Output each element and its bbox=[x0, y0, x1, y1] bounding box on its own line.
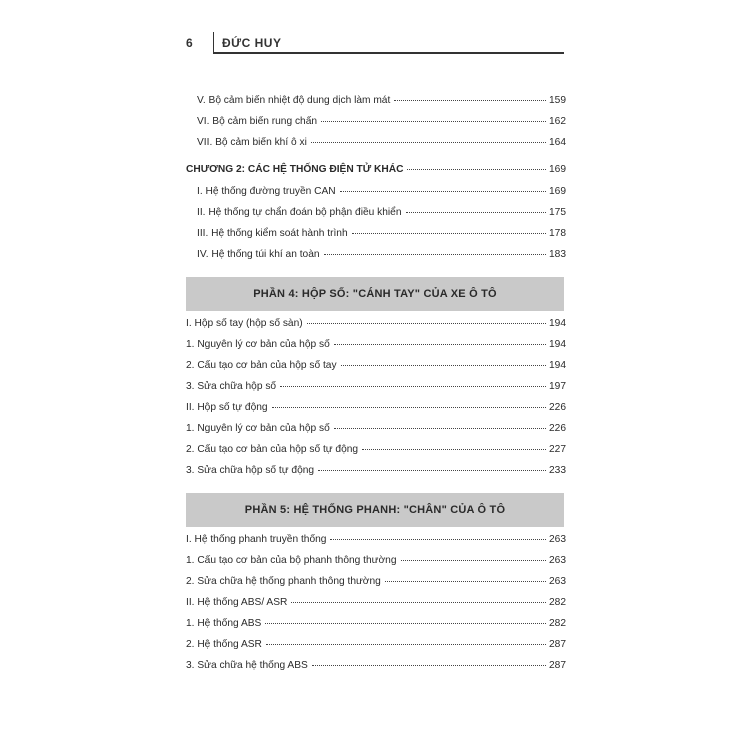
toc-entry-page: 178 bbox=[549, 228, 566, 239]
toc-entry bbox=[186, 465, 566, 483]
part-5-banner bbox=[186, 493, 564, 527]
toc-entry-label: II. Hệ thống ABS/ ASR bbox=[186, 597, 288, 608]
toc-entry-label: II. Hộp số tự động bbox=[186, 402, 268, 413]
toc-leader-dots bbox=[334, 344, 546, 345]
toc-leader-dots bbox=[362, 449, 546, 450]
toc-entry bbox=[186, 660, 566, 678]
toc-entry-label: 1. Nguyên lý cơ bản của hộp số bbox=[186, 423, 330, 434]
toc-entry-page: 183 bbox=[549, 249, 566, 260]
toc-leader-dots bbox=[341, 365, 546, 366]
toc-leader-dots bbox=[330, 539, 546, 540]
toc-entry-page: 194 bbox=[549, 360, 566, 371]
toc-entry-label: VI. Bộ cảm biến rung chấn bbox=[197, 116, 318, 127]
toc-entry bbox=[197, 207, 566, 225]
toc-entry bbox=[197, 95, 566, 113]
toc-entry-label: 3. Sửa chữa hệ thống ABS bbox=[186, 660, 308, 671]
toc-entry-label: 1. Cấu tạo cơ bản của bộ phanh thông thường bbox=[186, 555, 397, 566]
toc-leader-dots bbox=[407, 169, 546, 170]
toc-entry bbox=[186, 339, 566, 357]
toc-entry-label: V. Bộ cảm biến nhiệt độ dung dịch làm mát bbox=[197, 95, 391, 106]
toc-entry bbox=[186, 423, 566, 441]
toc-entry-page: 162 bbox=[549, 116, 566, 127]
toc-entry-label: I. Hệ thống đường truyền CAN bbox=[197, 186, 336, 197]
toc-entry bbox=[186, 318, 566, 336]
toc-entry bbox=[186, 555, 566, 573]
page-header bbox=[186, 32, 564, 56]
toc-leader-dots bbox=[385, 581, 546, 582]
chapter-page: 169 bbox=[549, 164, 566, 175]
toc-leader-dots bbox=[324, 254, 546, 255]
toc-leader-dots bbox=[318, 470, 546, 471]
toc-entry-page: 226 bbox=[549, 402, 566, 413]
toc-entry bbox=[186, 402, 566, 420]
toc-entry-page: 197 bbox=[549, 381, 566, 392]
toc-leader-dots bbox=[352, 233, 546, 234]
toc-entry bbox=[186, 444, 566, 462]
header-rule bbox=[213, 52, 564, 54]
toc-entry-page: 169 bbox=[549, 186, 566, 197]
toc-entry-page: 175 bbox=[549, 207, 566, 218]
toc-leader-dots bbox=[266, 644, 546, 645]
toc-entry bbox=[186, 618, 566, 636]
toc-entry-label: VII. Bộ cảm biến khí ô xi bbox=[197, 137, 307, 148]
toc-leader-dots bbox=[307, 323, 546, 324]
toc-entry-label: 1. Nguyên lý cơ bản của hộp số bbox=[186, 339, 330, 350]
toc-entry-page: 263 bbox=[549, 534, 566, 545]
toc-entry bbox=[186, 597, 566, 615]
toc-entry-page: 287 bbox=[549, 639, 566, 650]
toc-entry-label: 2. Cấu tạo cơ bản của hộp số tay bbox=[186, 360, 337, 371]
toc-entry bbox=[197, 116, 566, 134]
toc-entry bbox=[186, 576, 566, 594]
part-4-banner bbox=[186, 277, 564, 311]
toc-entry-label: 2. Cấu tạo cơ bản của hộp số tự động bbox=[186, 444, 359, 455]
toc-leader-dots bbox=[394, 100, 546, 101]
toc-entry-page: 233 bbox=[549, 465, 566, 476]
toc-entry bbox=[186, 360, 566, 378]
toc-entry-label: 1. Hệ thống ABS bbox=[186, 618, 262, 629]
toc-entry bbox=[197, 186, 566, 204]
page-number: 6 bbox=[186, 36, 193, 50]
toc-entry-page: 282 bbox=[549, 597, 566, 608]
toc-leader-dots bbox=[291, 602, 546, 603]
toc-entry bbox=[186, 639, 566, 657]
toc-entry-page: 263 bbox=[549, 576, 566, 587]
toc-entry-page: 194 bbox=[549, 339, 566, 350]
toc-entry-page: 263 bbox=[549, 555, 566, 566]
toc-leader-dots bbox=[321, 121, 546, 122]
chapter-heading bbox=[186, 164, 566, 182]
toc-entry-label: IV. Hệ thống túi khí an toàn bbox=[197, 249, 320, 260]
toc-leader-dots bbox=[272, 407, 546, 408]
toc-leader-dots bbox=[334, 428, 546, 429]
toc-leader-dots bbox=[311, 142, 546, 143]
toc-entry-page: 287 bbox=[549, 660, 566, 671]
toc-entry-label: 2. Sửa chữa hệ thống phanh thông thường bbox=[186, 576, 381, 587]
toc-entry bbox=[197, 228, 566, 246]
toc-entry-label: I. Hộp số tay (hộp số sàn) bbox=[186, 318, 303, 329]
toc-entry-page: 226 bbox=[549, 423, 566, 434]
toc-entry-label: I. Hệ thống phanh truyền thống bbox=[186, 534, 327, 545]
part-4-title: PHẦN 4: HỘP SỐ: "CÁNH TAY" CỦA XE Ô TÔ bbox=[253, 288, 497, 300]
toc-leader-dots bbox=[340, 191, 546, 192]
toc-entry bbox=[186, 534, 566, 552]
toc-entry-label: 3. Sửa chữa hộp số tự động bbox=[186, 465, 315, 476]
toc-entry-label: II. Hệ thống tự chẩn đoán bộ phận điều khiển bbox=[197, 207, 402, 218]
toc-entry-page: 194 bbox=[549, 318, 566, 329]
toc-entry-label: 2. Hệ thống ASR bbox=[186, 639, 262, 650]
header-separator bbox=[213, 32, 214, 54]
toc-leader-dots bbox=[312, 665, 546, 666]
toc-entry bbox=[197, 249, 566, 267]
toc-entry-page: 159 bbox=[549, 95, 566, 106]
toc-entry-label: 3. Sửa chữa hộp số bbox=[186, 381, 277, 392]
toc-entry-page: 164 bbox=[549, 137, 566, 148]
part-5-title: PHẦN 5: HỆ THỐNG PHANH: "CHÂN" CỦA Ô TÔ bbox=[244, 504, 506, 516]
toc-entry bbox=[186, 381, 566, 399]
toc-entry-page: 282 bbox=[549, 618, 566, 629]
toc-entry bbox=[197, 137, 566, 155]
toc-leader-dots bbox=[401, 560, 546, 561]
chapter-title: CHƯƠNG 2: CÁC HỆ THỐNG ĐIỆN TỬ KHÁC bbox=[186, 164, 404, 175]
toc-leader-dots bbox=[406, 212, 547, 213]
toc-leader-dots bbox=[280, 386, 546, 387]
toc-leader-dots bbox=[265, 623, 546, 624]
toc-entry-label: III. Hệ thống kiểm soát hành trình bbox=[197, 228, 348, 239]
author-name: ĐỨC HUY bbox=[222, 36, 282, 50]
toc-entry-page: 227 bbox=[549, 444, 566, 455]
